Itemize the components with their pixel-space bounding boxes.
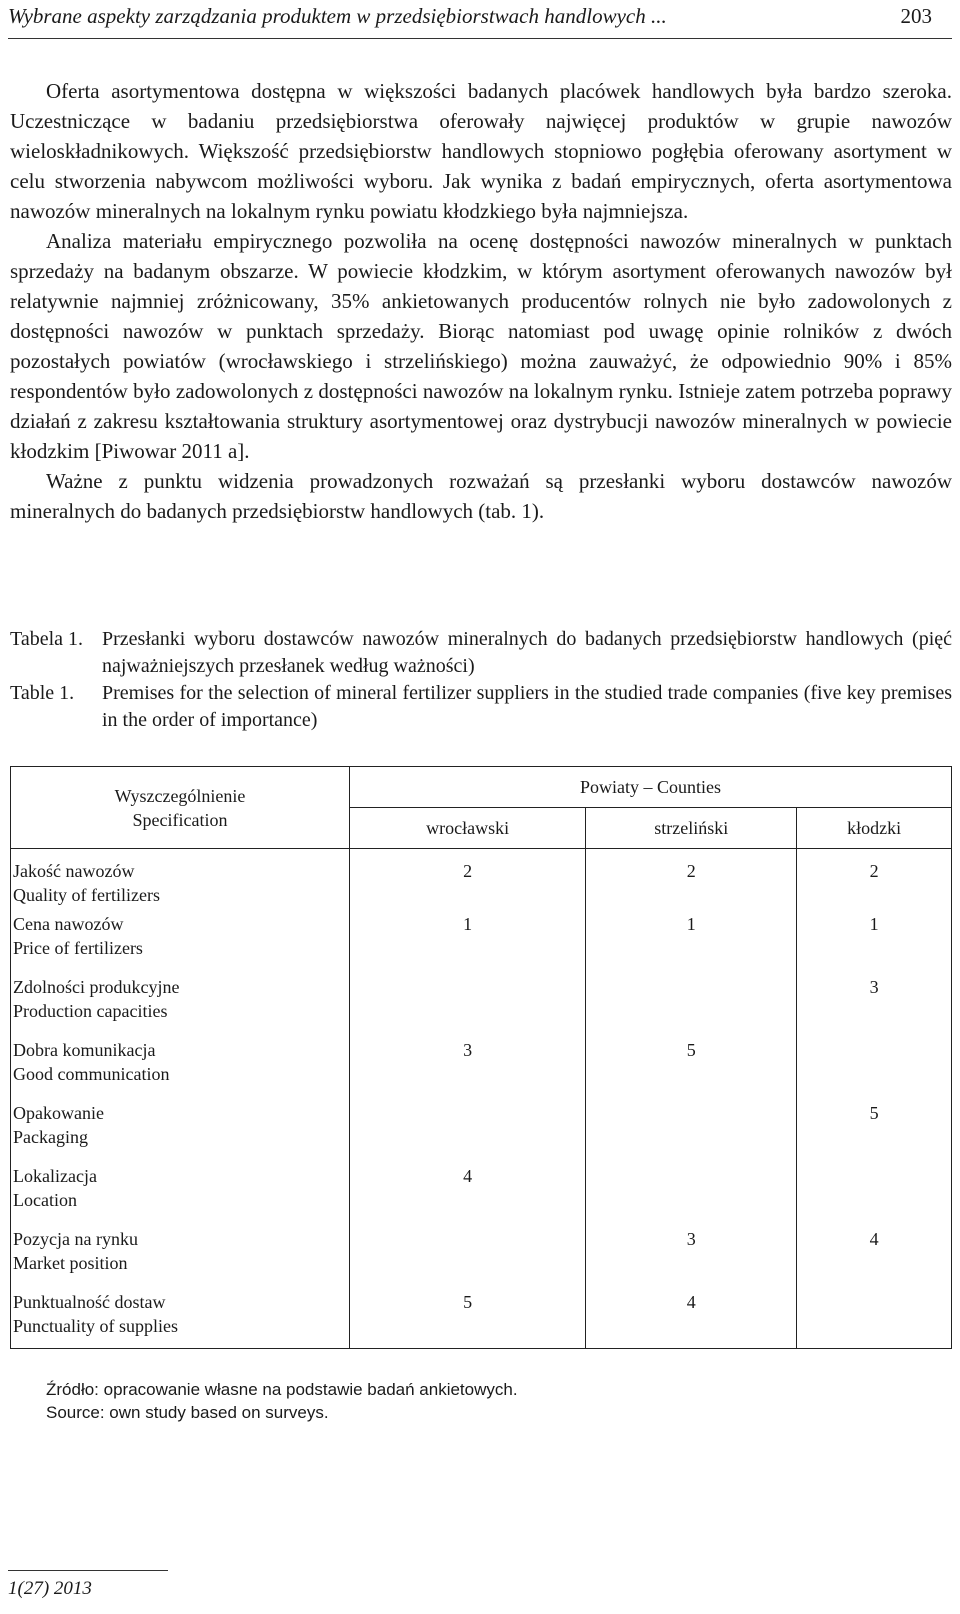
row-label-en: Punctuality of supplies bbox=[13, 1316, 178, 1336]
issue-footer: 1(27) 2013 bbox=[8, 1578, 92, 1599]
row-label-pl: Zdolności produkcyjne bbox=[13, 977, 180, 997]
counties-header: Powiaty – Counties bbox=[350, 767, 952, 808]
row-label bbox=[11, 1290, 350, 1349]
cell-wroclawski bbox=[350, 975, 586, 1038]
cell-wroclawski: 3 bbox=[350, 1038, 586, 1101]
caption-text-en: Premises for the selection of mineral fertilizer suppliers in the studied trade companies (five key premises in the order of importance) bbox=[102, 682, 952, 731]
cell-klodzki: 3 bbox=[797, 975, 952, 1038]
row-label-en: Good communication bbox=[13, 1064, 170, 1084]
cell-klodzki: 4 bbox=[797, 1227, 952, 1290]
cell-strzelinski: 4 bbox=[586, 1290, 797, 1349]
spec-header bbox=[11, 767, 350, 849]
row-label-pl: Opakowanie bbox=[13, 1103, 104, 1123]
table-row bbox=[11, 1164, 952, 1227]
paragraph: Oferta asortymentowa dostępna w większości badanych placówek handlowych była bardzo szeroka. Uczestniczące w badaniu przedsiębiorstwa oferowały najwięcej produktów w grupie nawozów wieloskładnikowych. Większość przedsiębiorstw handlowych stopniowo pogłębia oferowany asortyment w celu stworzenia nabywcom możliwości wyboru. Jak wynika z badań empirycznych, oferta asortymentowa nawozów mineralnych na lokalnym rynku powiatu kłodzkiego była najmniejsza. bbox=[10, 79, 952, 223]
premises-table bbox=[10, 766, 952, 1349]
table-row bbox=[11, 912, 952, 975]
cell-klodzki: 2 bbox=[797, 849, 952, 913]
source-en: Source: own study based on surveys. bbox=[46, 1403, 329, 1422]
caption-label-en: Table 1. bbox=[10, 682, 75, 704]
column-header: wrocławski bbox=[350, 808, 586, 849]
row-label-pl: Cena nawozów bbox=[13, 914, 124, 934]
cell-klodzki bbox=[797, 1164, 952, 1227]
row-label-en: Location bbox=[13, 1190, 77, 1210]
row-label-pl: Jakość nawozów bbox=[13, 861, 135, 881]
table-caption bbox=[10, 626, 952, 734]
row-label-en: Price of fertilizers bbox=[13, 938, 143, 958]
page-number: 203 bbox=[900, 4, 932, 28]
cell-wroclawski: 4 bbox=[350, 1164, 586, 1227]
cell-klodzki bbox=[797, 1290, 952, 1349]
row-label bbox=[11, 1038, 350, 1101]
cell-strzelinski bbox=[586, 1164, 797, 1227]
column-header: strzeliński bbox=[586, 808, 797, 849]
cell-strzelinski: 3 bbox=[586, 1227, 797, 1290]
row-label-pl: Dobra komunikacja bbox=[13, 1040, 156, 1060]
table-row bbox=[11, 1101, 952, 1164]
running-title: Wybrane aspekty zarządzania produktem w przedsiębiorstwach handlowych ... bbox=[8, 4, 667, 28]
row-label-pl: Lokalizacja bbox=[13, 1166, 97, 1186]
spec-header-en: Specification bbox=[132, 809, 228, 830]
row-label bbox=[11, 1227, 350, 1290]
footer-divider bbox=[8, 1570, 168, 1571]
paragraph: Analiza materiału empirycznego pozwoliła na ocenę dostępności nawozów mineralnych w punktach sprzedaży na badanym obszarze. W powiecie kłodzkim, w którym asortyment oferowanych nawozów był relatywnie najmniej zróżnicowany, 35% ankietowanych producentów rolnych nie było zadowolonych z dostępności nawozów w punktach sprzedaży. Biorąc natomiast pod uwagę opinie rolników z dwóch pozostałych powiatów (wrocławskiego i strzelińskiego) można zauważyć, że odpowiednio 90% i 85% respondentów było zadowolonych z dostępności nawozów na lokalnym rynku. Istnieje zatem potrzeba poprawy działań z zakresu kształtowania struktury asortymentowej oraz dystrybucji nawozów mineralnych w powiecie kłodzkim [Piwowar 2011 a]. bbox=[10, 229, 952, 463]
cell-strzelinski bbox=[586, 1101, 797, 1164]
row-label-pl: Pozycja na rynku bbox=[13, 1229, 138, 1249]
table-row bbox=[11, 1227, 952, 1290]
row-label bbox=[11, 1164, 350, 1227]
cell-strzelinski: 2 bbox=[586, 849, 797, 913]
table-row bbox=[11, 849, 952, 913]
cell-klodzki: 5 bbox=[797, 1101, 952, 1164]
caption-text-pl: Przesłanki wyboru dostawców nawozów mineralnych do badanych przedsiębiorstw handlowych (pięć najważniejszych przesłanek według ważności) bbox=[102, 628, 952, 677]
table-source bbox=[46, 1378, 518, 1424]
table-row bbox=[11, 1038, 952, 1101]
column-header: kłodzki bbox=[797, 808, 952, 849]
cell-wroclawski bbox=[350, 1101, 586, 1164]
cell-wroclawski: 1 bbox=[350, 912, 586, 975]
row-label bbox=[11, 849, 350, 913]
cell-wroclawski: 5 bbox=[350, 1290, 586, 1349]
cell-wroclawski bbox=[350, 1227, 586, 1290]
caption-label-pl: Tabela 1. bbox=[10, 628, 84, 650]
row-label bbox=[11, 1101, 350, 1164]
cell-strzelinski bbox=[586, 975, 797, 1038]
cell-klodzki bbox=[797, 1038, 952, 1101]
row-label-en: Packaging bbox=[13, 1127, 88, 1147]
row-label-pl: Punktualność dostaw bbox=[13, 1292, 166, 1312]
cell-klodzki: 1 bbox=[797, 912, 952, 975]
spec-header-pl: Wyszczególnienie bbox=[114, 785, 246, 806]
cell-wroclawski: 2 bbox=[350, 849, 586, 913]
body-text bbox=[10, 76, 952, 526]
cell-strzelinski: 5 bbox=[586, 1038, 797, 1101]
caption-en bbox=[10, 680, 952, 734]
cell-strzelinski: 1 bbox=[586, 912, 797, 975]
table-row bbox=[11, 1290, 952, 1349]
row-label bbox=[11, 912, 350, 975]
paragraph: Ważne z punktu widzenia prowadzonych rozważań są przesłanki wyboru dostawców nawozów mineralnych do badanych przedsiębiorstw handlowych (tab. 1). bbox=[10, 469, 952, 523]
table-row bbox=[11, 975, 952, 1038]
caption-pl bbox=[10, 626, 952, 680]
row-label-en: Quality of fertilizers bbox=[13, 885, 160, 905]
row-label bbox=[11, 975, 350, 1038]
source-pl: Źródło: opracowanie własne na podstawie badań ankietowych. bbox=[46, 1380, 518, 1399]
row-label-en: Production capacities bbox=[13, 1001, 168, 1021]
row-label-en: Market position bbox=[13, 1253, 128, 1273]
running-header bbox=[8, 0, 952, 39]
